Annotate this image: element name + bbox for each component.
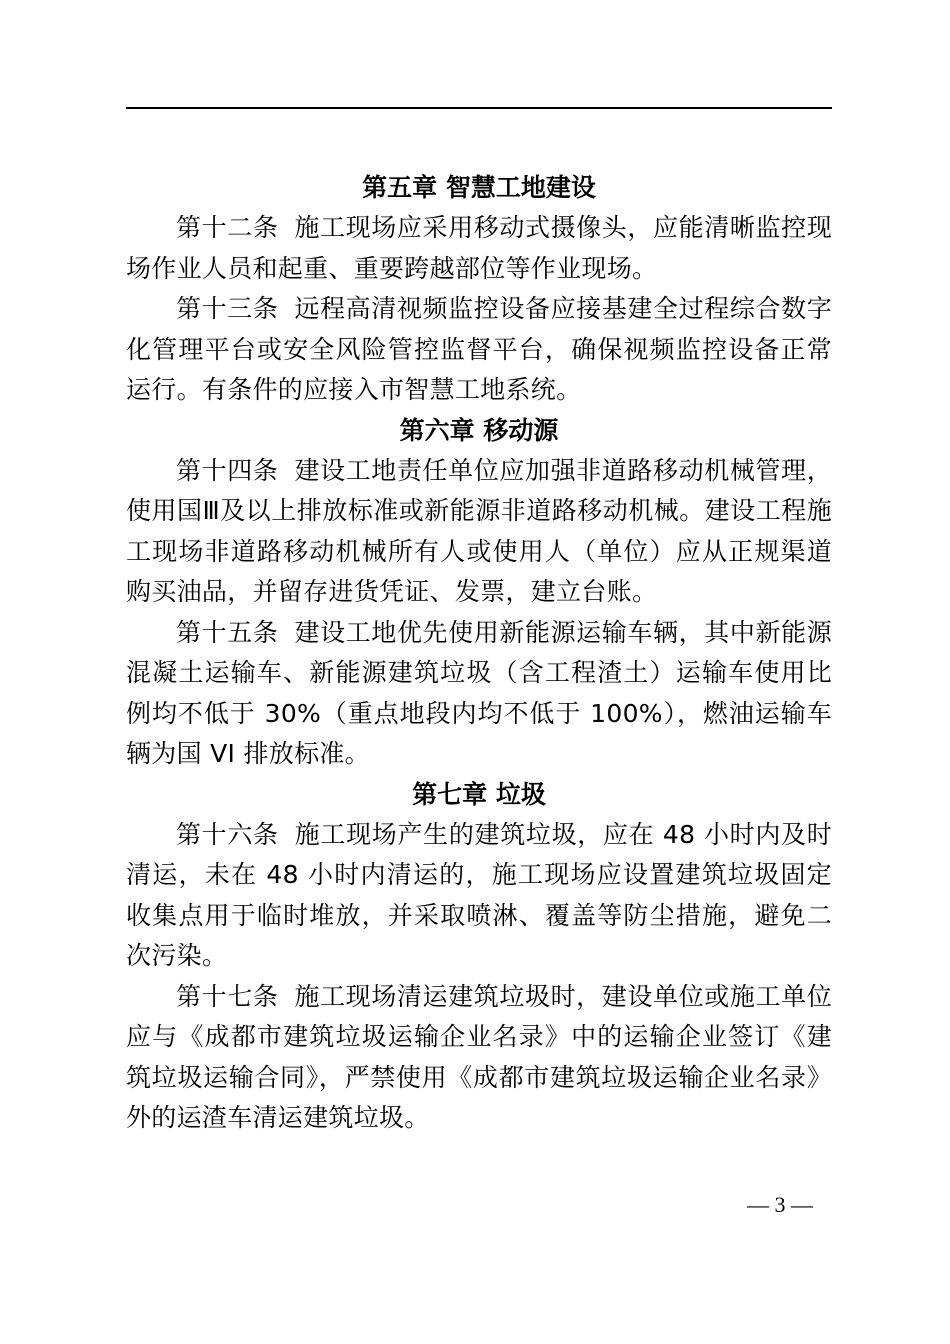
article-12: [126, 208, 832, 289]
article-number: 第十七条: [176, 981, 279, 1011]
page-number: — 3 —: [747, 1192, 813, 1217]
article-13: [126, 289, 832, 411]
document-body: [126, 168, 832, 1139]
article-15: [126, 613, 832, 775]
article-number: 第十六条: [176, 819, 279, 849]
article-text: 建设工地优先使用新能源运输车辆，其中新能源混凝土运输车、新能源建筑垃圾（含工程渣土）运输车使用比例均不低于 30%（重点地段内均不低于 100%），燃油运输车辆为国 VI 排放标准。: [126, 617, 832, 768]
article-text: 施工现场清运建筑垃圾时，建设单位或施工单位应与《成都市建筑垃圾运输企业名录》中的运输企业签订《建筑垃圾运输合同》，严禁使用《成都市建筑垃圾运输企业名录》外的运渣车清运建筑垃圾。: [126, 981, 832, 1132]
chapter-title: 第六章 移动源: [399, 415, 559, 445]
article-text: 远程高清视频监控设备应接基建全过程综合数字化管理平台或安全风险管控监督平台，确保视频监控设备正常运行。有条件的应接入市智慧工地系统。: [126, 294, 832, 404]
article-number: 第十二条: [176, 213, 279, 242]
chapter-title: 第五章 智慧工地建设: [362, 173, 596, 202]
article-number: 第十五条: [176, 617, 279, 647]
article-number: 第十三条: [176, 294, 279, 323]
header-rule: [126, 107, 832, 109]
chapter-title: 第七章 垃圾: [412, 779, 546, 809]
article-number: 第十四条: [176, 455, 279, 485]
article-text: 施工现场产生的建筑垃圾，应在 48 小时内及时清运，未在 48 小时内清运的，施工现场应设置建筑垃圾固定收集点用于临时堆放，并采取喷淋、覆盖等防尘措施，避免二次污染。: [126, 819, 832, 970]
article-16: [126, 815, 832, 977]
article-text: 建设工地责任单位应加强非道路移动机械管理，使用国Ⅲ及以上排放标准或新能源非道路移动机械。建设工程施工现场非道路移动机械所有人或使用人（单位）应从正规渠道购买油品，并留存进货凭证、发票，建立台账。: [126, 455, 832, 606]
article-17: [126, 977, 832, 1139]
article-text: 施工现场应采用移动式摄像头，应能清晰监控现场作业人员和起重、重要跨越部位等作业现场。: [126, 213, 832, 283]
article-14: [126, 451, 832, 613]
